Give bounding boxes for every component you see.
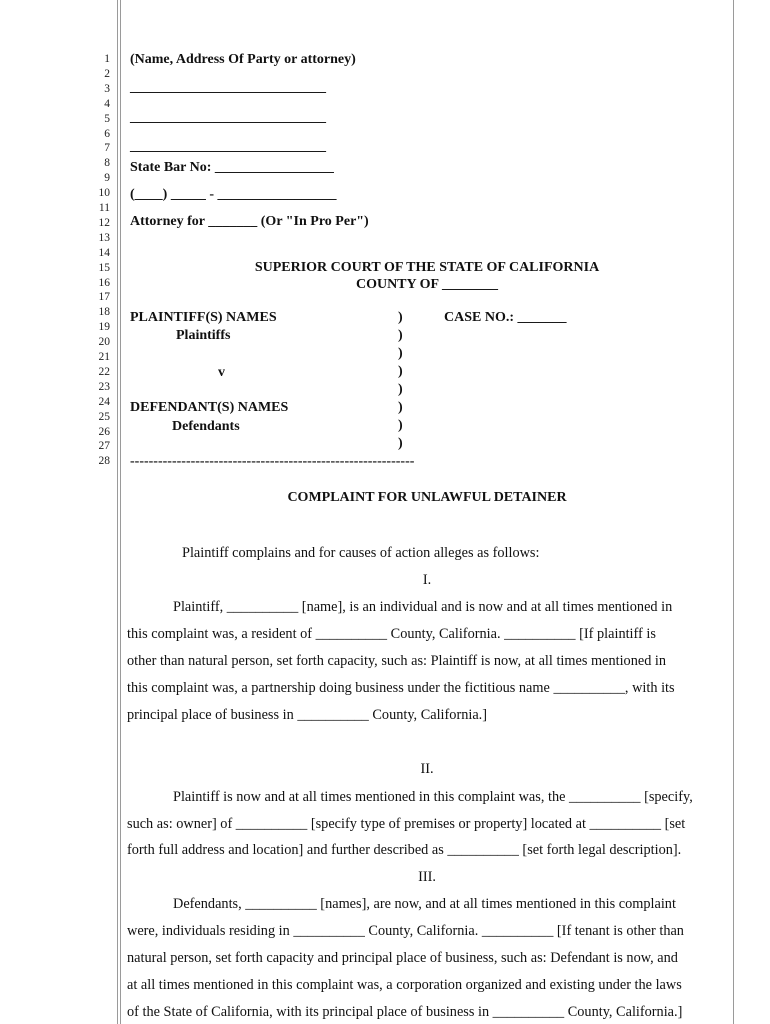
caption-paren: ) <box>398 346 403 361</box>
attorney-for: Attorney for _______ (Or "In Pro Per") <box>130 214 369 229</box>
line-number: 23 <box>98 380 110 393</box>
plaintiffs-label: Plaintiffs <box>176 328 231 343</box>
line-number: 8 <box>104 157 110 170</box>
line-number: 15 <box>98 261 110 274</box>
line-number: 2 <box>104 67 110 80</box>
line-number: 26 <box>98 425 110 438</box>
section-numeral-3: III. <box>418 869 436 885</box>
section-3-line: natural person, set forth capacity and principal place of business, such as: Defendant is now, and <box>127 950 678 966</box>
line-number: 21 <box>98 351 110 363</box>
section-1-line: this complaint was, a resident of __________ County, California. __________ [If plaintiff is <box>127 626 656 642</box>
line-number: 24 <box>98 395 110 408</box>
defendants-label: Defendants <box>172 419 240 434</box>
line-number: 25 <box>98 410 110 423</box>
section-2-line: Plaintiff is now and at all times mentioned in this complaint was, the __________ [specify, <box>173 789 693 805</box>
caption-paren: ) <box>398 382 403 397</box>
line-number: 5 <box>104 112 110 125</box>
intro-paragraph: Plaintiff complains and for causes of action alleges as follows: <box>182 545 540 561</box>
line-number: 19 <box>98 321 110 334</box>
section-1-line: other than natural person, set forth capacity, such as: Plaintiff is now, at all times mentioned in <box>127 653 667 669</box>
line-number: 16 <box>98 276 110 289</box>
line-number: 7 <box>104 142 110 155</box>
line-number: 6 <box>104 127 110 140</box>
caption-paren: ) <box>398 364 403 379</box>
section-3-line: were, individuals residing in __________ County, California. __________ [If tenant is other than <box>127 923 684 939</box>
court-name: SUPERIOR COURT OF THE STATE OF CALIFORNIA <box>254 260 600 275</box>
caption-paren: ) <box>398 328 403 343</box>
section-1-line: Plaintiff, __________ [name], is an individual and is now and at all times mentioned in <box>173 599 673 615</box>
address-blank-1: ____________________________ <box>130 80 326 95</box>
line-number: 28 <box>98 455 110 468</box>
caption-paren: ) <box>398 310 403 325</box>
line-number: 10 <box>98 187 110 200</box>
line-number: 27 <box>98 440 110 453</box>
section-1-line: this complaint was, a partnership doing business under the fictitious name __________, with its <box>127 680 675 696</box>
caption-paren: ) <box>398 400 403 415</box>
line-number: 1 <box>104 53 110 65</box>
caption-separator: ------------------------------------------------------------- <box>130 454 415 469</box>
case-number: CASE NO.: _______ <box>444 310 567 325</box>
line-number: 18 <box>98 306 110 319</box>
line-number: 11 <box>98 202 110 214</box>
phone-number: (____) _____ - _________________ <box>130 187 337 202</box>
line-number: 14 <box>98 246 110 259</box>
line-number: 13 <box>98 231 110 244</box>
line-number: 12 <box>98 216 110 229</box>
line-number: 20 <box>98 336 110 349</box>
party-label: (Name, Address Of Party or attorney) <box>130 52 356 67</box>
section-2-line: such as: owner] of __________ [specify type of premises or property] located at __________ [set <box>127 816 686 832</box>
section-3-line: of the State of California, with its principal place of business in __________ County, California.] <box>127 1004 683 1020</box>
line-number: 4 <box>104 97 110 110</box>
court-county: COUNTY OF ________ <box>355 277 499 292</box>
defendants-names: DEFENDANT(S) NAMES <box>130 400 289 415</box>
line-number: 9 <box>104 172 110 185</box>
section-1-line: principal place of business in __________ County, California.] <box>127 707 488 723</box>
address-blank-2: ____________________________ <box>130 110 326 125</box>
plaintiffs-names: PLAINTIFF(S) NAMES <box>130 310 277 325</box>
caption-paren: ) <box>398 436 403 451</box>
section-2-line: forth full address and location] and further described as __________ [set forth legal description]. <box>127 842 682 858</box>
section-3-line: at all times mentioned in this complaint was, a corporation organized and existing under the laws <box>127 977 682 993</box>
line-number: 22 <box>98 365 110 378</box>
line-number: 3 <box>104 82 110 95</box>
line-number: 17 <box>98 291 110 304</box>
section-numeral-2: II. <box>420 761 434 777</box>
state-bar-number: State Bar No: _________________ <box>130 160 334 175</box>
document-title: COMPLAINT FOR UNLAWFUL DETAINER <box>287 490 567 505</box>
section-3-line: Defendants, __________ [names], are now, and at all times mentioned in this complaint <box>173 896 676 912</box>
address-blank-3: ____________________________ <box>130 139 326 154</box>
section-numeral-1: I. <box>422 572 432 588</box>
versus: v <box>218 365 225 380</box>
caption-paren: ) <box>398 418 403 433</box>
